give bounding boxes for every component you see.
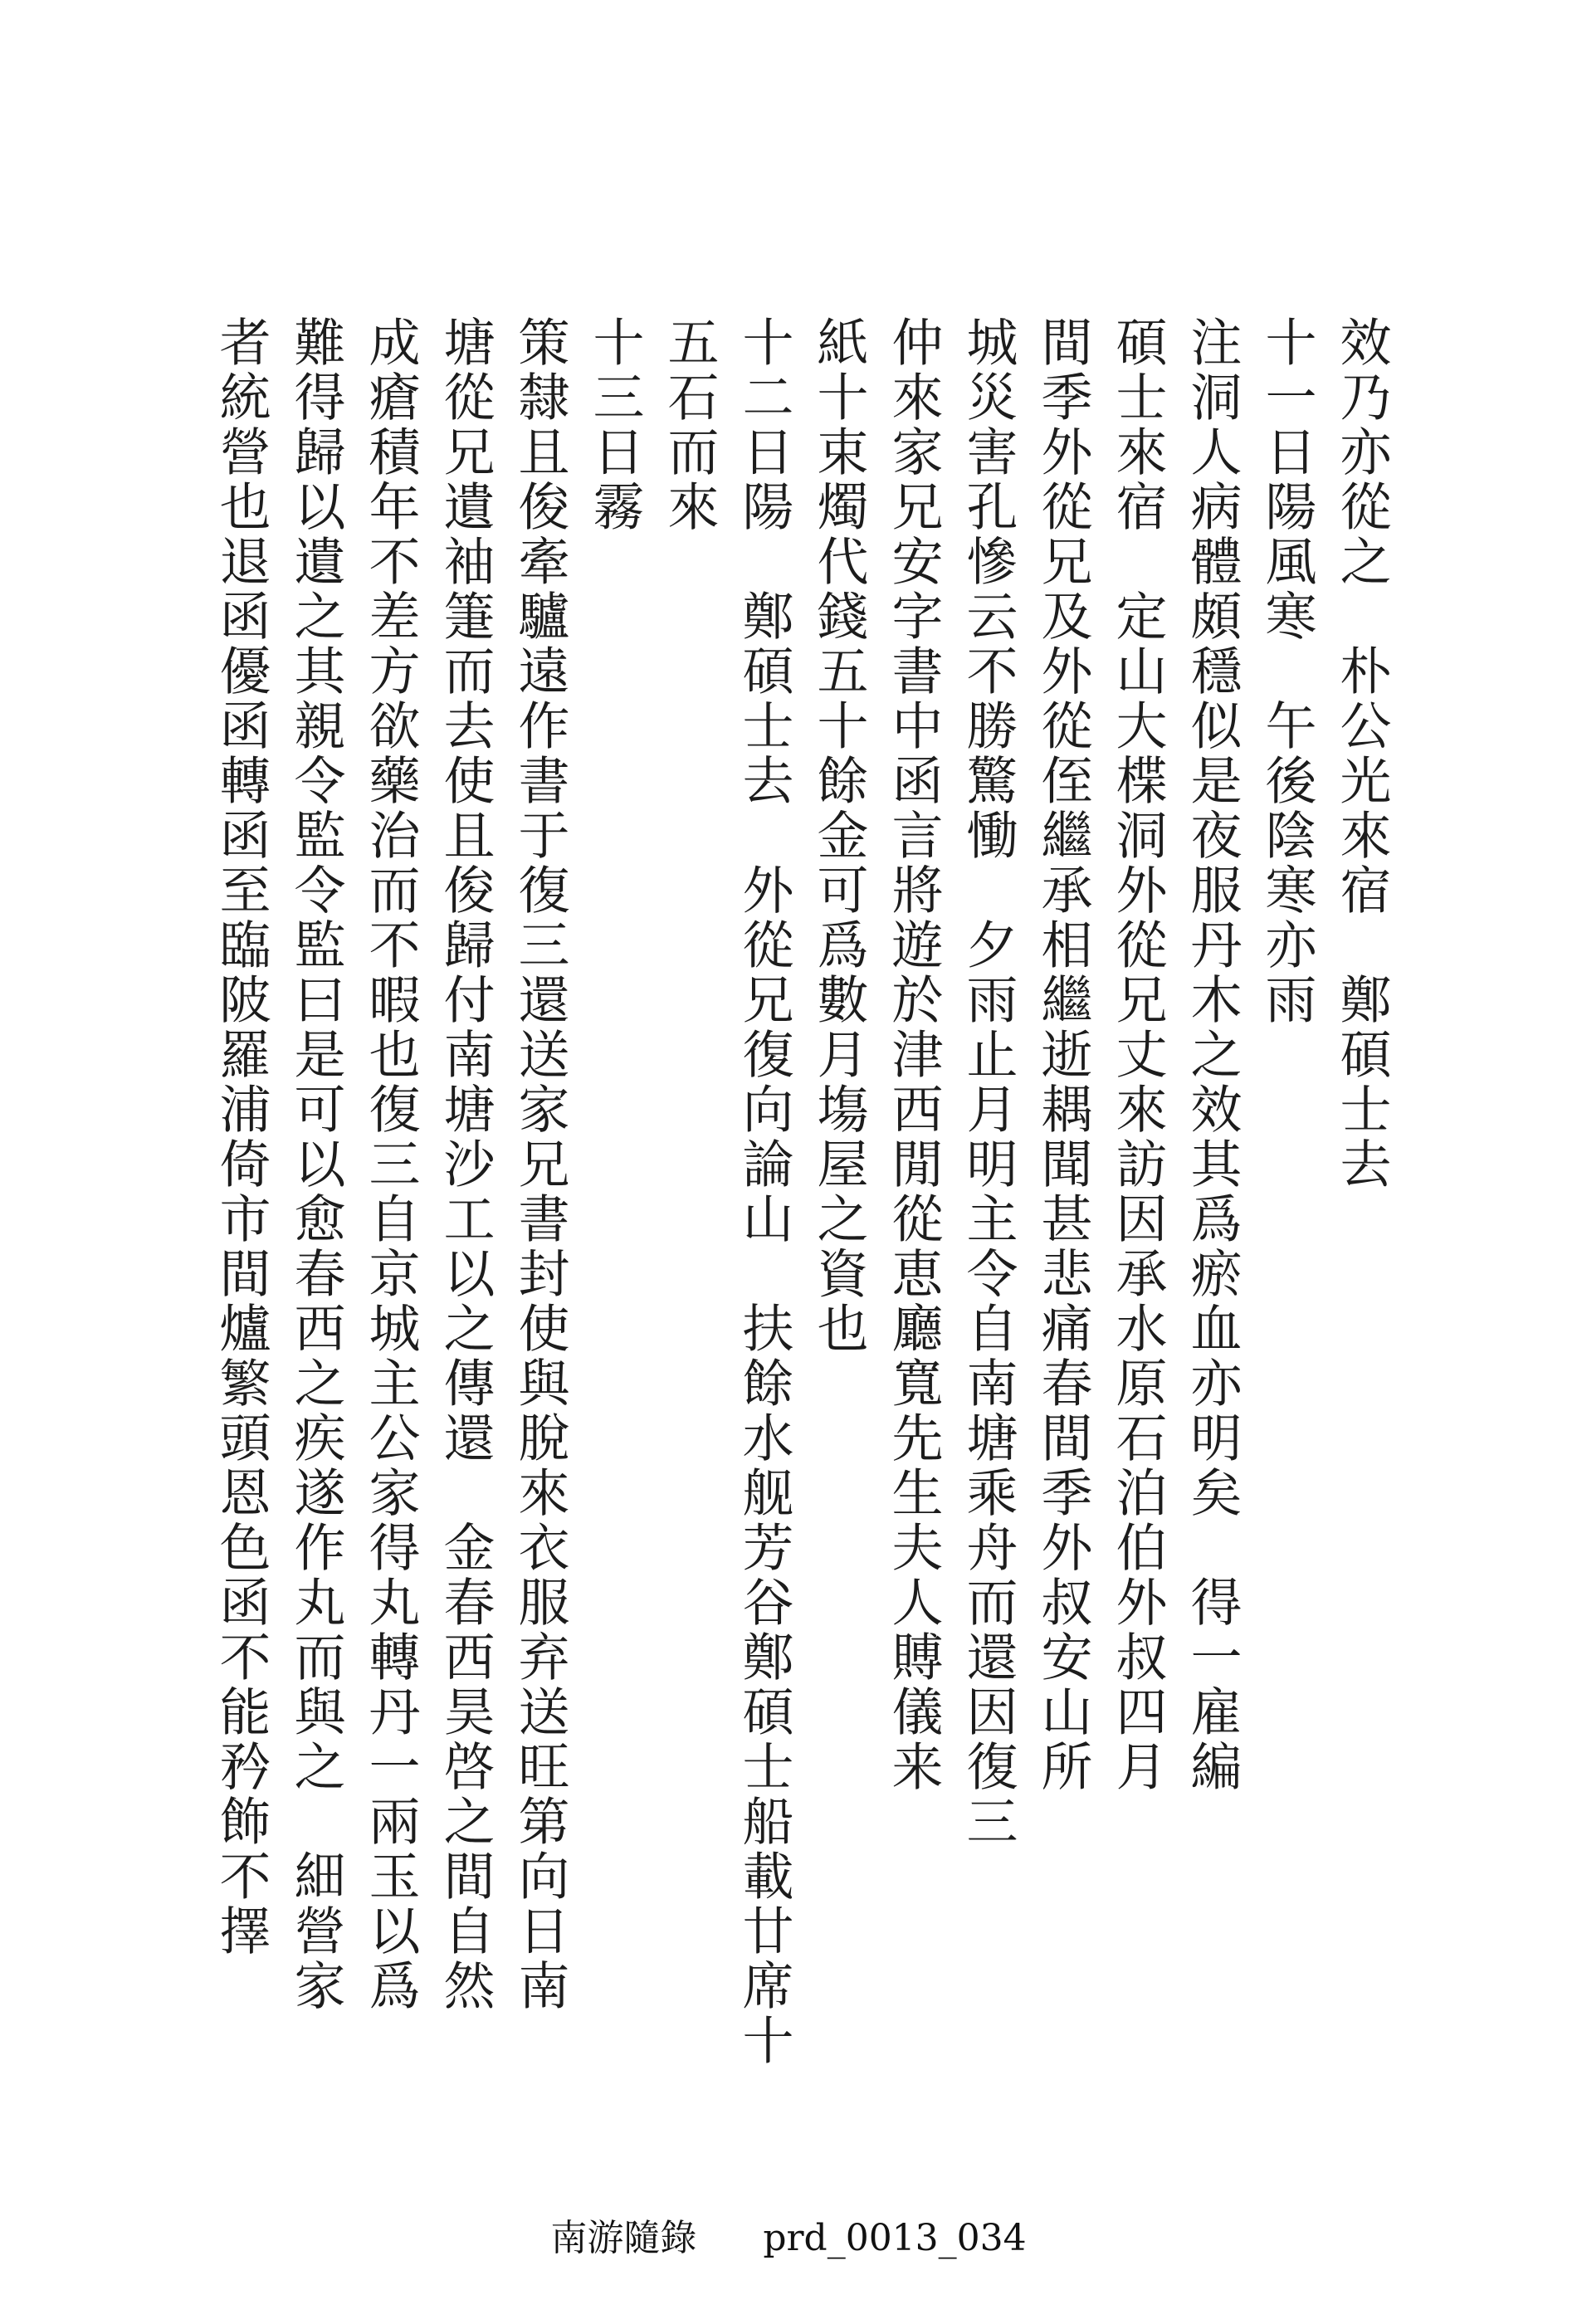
footer-page-code: prd_0013_034	[763, 2217, 1027, 2259]
text-column-13: 塘從兄遺袖箑而去使且俊歸付南塘沙工以之傳還 金春西昊啓之間自然	[435, 315, 496, 2014]
text-column-11: 十三日霧	[584, 315, 645, 535]
text-column-9: 十二日陽 鄭碩士去 外從兄復向論山 扶餘水舰芳谷鄭碩士船載廿席十	[734, 315, 794, 2068]
text-column-6: 城災害孔慘云不勝驚慟 夕雨止月明主令自南塘乘舟而還因復三	[958, 315, 1018, 1849]
text-column-12: 策隸且俊牽驢遠作書于復三還送家兄書封使與脫來衣服弃送旺第向日南	[510, 315, 570, 2014]
text-column-7: 仲來家兄安字書中函言將遊於津西閒從恵廳寬先生夫人賻儀来	[883, 315, 944, 1794]
page-footer	[0, 2208, 1577, 2261]
text-column-3: 注洞人病體頗穩似是夜服丹木之效其爲瘀血亦明矣 得一雇編	[1182, 315, 1243, 1794]
text-column-8: 紙十束燭代錢五十餘金可爲數月塲屋之資也	[808, 315, 869, 1356]
text-column-15: 難得歸以遺之其親令監令監曰是可以愈春西之疾遂作丸而與之 細營家	[286, 315, 346, 2014]
text-column-5: 間季外從兄及外從侄繼承相繼逝耦聞甚悲痛春間季外叔安山所	[1033, 315, 1093, 1794]
text-column-16: 者統營也退函優函轉函至臨陂羅浦倚市間爐繁頭恩色函不能矜飾不擇	[211, 315, 271, 1959]
text-column-1: 效乃亦從之 朴公光來宿 鄭碩士去	[1331, 315, 1392, 1192]
text-column-4: 碩士來宿 定山大楪洞外從兄丈來訪因承水原石泊伯外叔四月	[1107, 315, 1168, 1794]
manuscript-text-block	[199, 315, 1394, 2068]
footer-title: 南游隨錄	[550, 2217, 697, 2259]
text-column-14: 成瘡積年不差方欲藥治而不暇也復三自京城主公家得丸轉丹一兩玉以爲	[360, 315, 421, 2014]
text-column-2: 十一日陽風寒 午後陰寒亦雨	[1257, 315, 1317, 1028]
text-column-10: 五石而來	[659, 315, 720, 535]
